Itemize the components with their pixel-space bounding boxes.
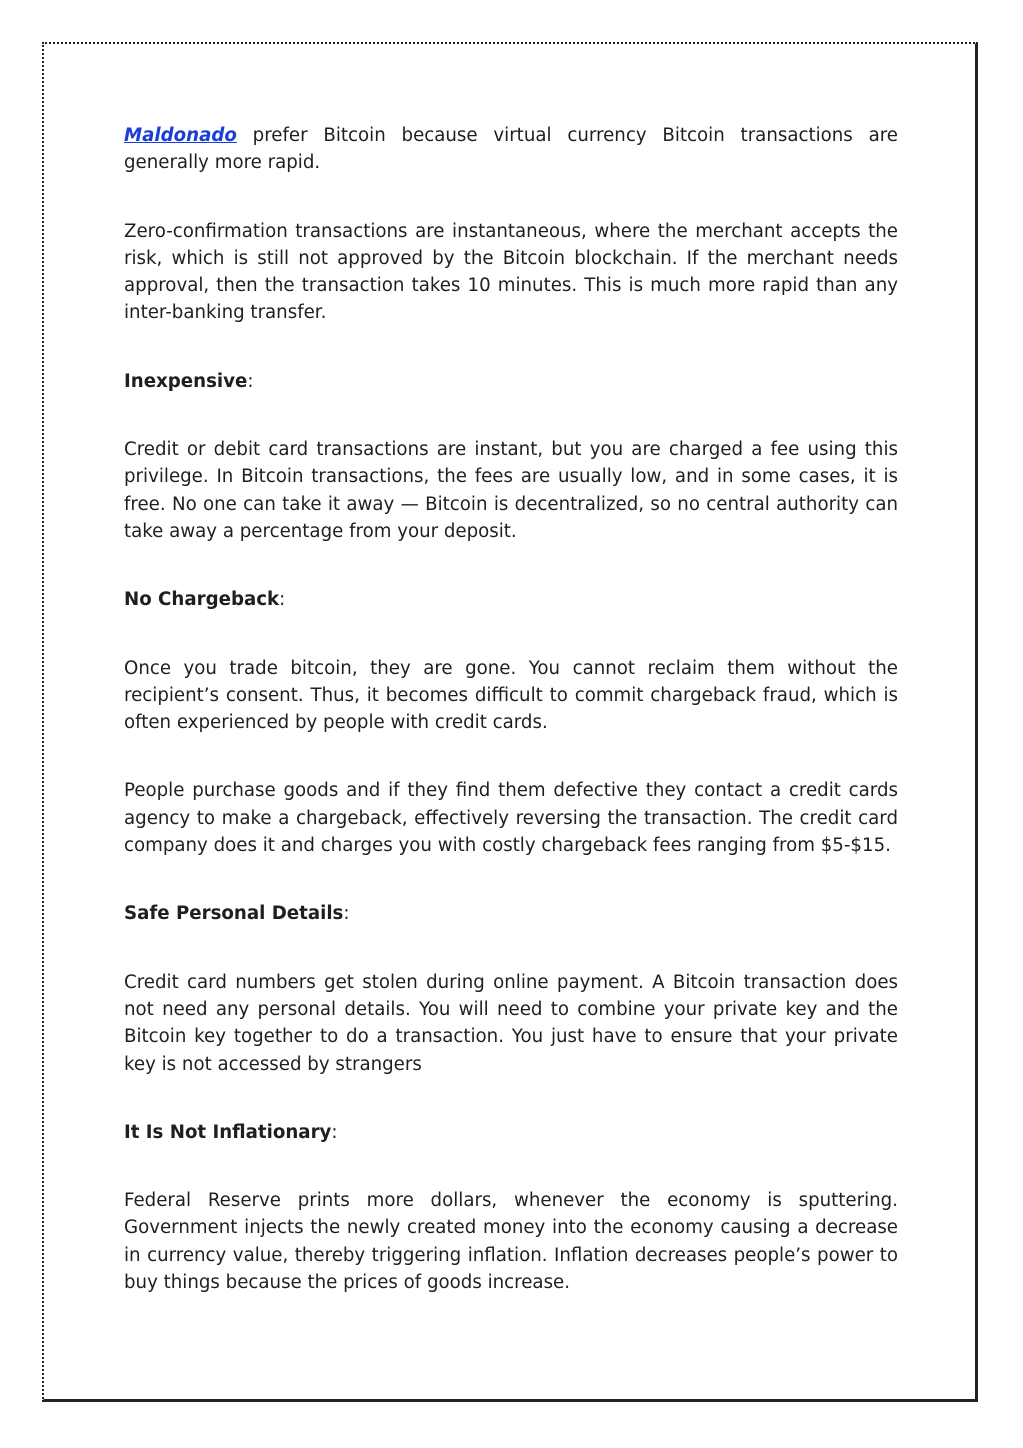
- heading-no-chargeback: [124, 586, 898, 613]
- intro-paragraph: [124, 122, 898, 177]
- heading-safe-personal-details: [124, 900, 898, 927]
- heading-colon: :: [331, 1121, 338, 1143]
- document-body: [124, 122, 898, 1337]
- heading-colon: :: [279, 589, 286, 611]
- zero-confirmation-paragraph: Zero-confirmation transactions are instantaneous, where the merchant accepts the risk, which is still not approved by the Bitcoin blockchain. If the merchant needs approval, then the transaction takes 10 minutes. This is much more rapid than any inter-banking transfer.: [124, 220, 898, 324]
- personal-details-paragraph: Credit card numbers get stolen during online payment. A Bitcoin transaction does not need any personal details. You will need to combine your private key and the Bitcoin key together to do a transaction. You just have to ensure that your private key is not accessed by strangers: [124, 971, 898, 1075]
- inflation-paragraph: Federal Reserve prints more dollars, whenever the economy is sputtering. Government injects the newly created money into the economy causing a decrease in currency value, thereby triggering inflation. Inflation decreases people’s power to buy things because the prices of goods increase.: [124, 1190, 898, 1294]
- heading-colon: :: [343, 903, 350, 925]
- chargeback-paragraph-1: Once you trade bitcoin, they are gone. You cannot reclaim them without the recipient’s consent. Thus, it becomes difficult to commit chargeback fraud, which is often experienced by people with credit cards.: [124, 657, 898, 734]
- heading-no-chargeback-text: No Chargeback: [124, 589, 280, 611]
- heading-colon: :: [247, 370, 254, 392]
- intro-text: prefer Bitcoin because virtual currency Bitcoin transactions are generally more rapid.: [124, 125, 898, 174]
- heading-inexpensive: [124, 368, 898, 395]
- heading-not-inflationary: [124, 1119, 898, 1146]
- heading-inexpensive-text: Inexpensive: [124, 370, 248, 392]
- maldonado-link[interactable]: Maldonado: [124, 125, 237, 146]
- inexpensive-paragraph: Credit or debit card transactions are instant, but you are charged a fee using this privilege. In Bitcoin transactions, the fees are usually low, and in some cases, it is free. No one can take it away — Bitcoin is decentralized, so no central authority can take away a percentage from your deposit.: [124, 439, 898, 542]
- heading-safe-personal-details-text: Safe Personal Details: [124, 903, 344, 925]
- chargeback-paragraph-2: People purchase goods and if they find them defective they contact a credit cards agency to make a chargeback, effectively reversing the transaction. The credit card company does it and charges you with costly chargeback fees ranging from $5-$15.: [124, 780, 898, 857]
- heading-not-inflationary-text: It Is Not Inflationary: [124, 1121, 332, 1143]
